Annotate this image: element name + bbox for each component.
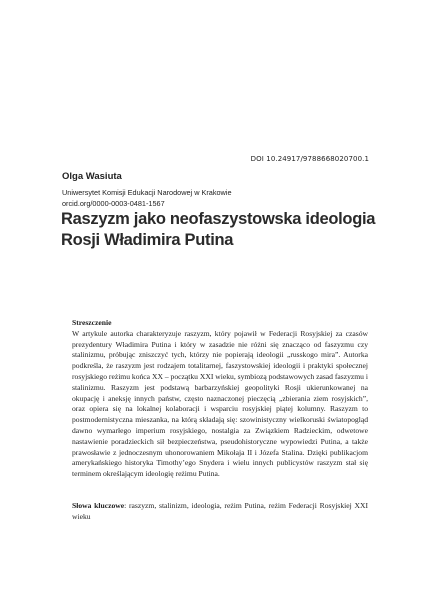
keywords-section [72, 501, 368, 523]
abstract-heading: Streszczenie [72, 318, 112, 327]
author-affiliation-block [62, 187, 232, 209]
orcid: orcid.org/0000-0003-0481-1567 [62, 199, 165, 208]
keywords-label: Słowa kluczowe [72, 501, 125, 510]
doi-line: DOI 10.24917/9788668020700.1 [250, 155, 369, 163]
article-title: Raszyzm jako neofaszystowska ideologia Rosji Władimira Putina [61, 210, 376, 249]
abstract-section [72, 318, 368, 480]
author-name: Olga Wasiuta [62, 171, 122, 182]
keywords-text: : raszyzm, stalinizm, ideologia, reżim Putina, reżim Federacji Rosyjskiej XXI wieku [72, 501, 368, 521]
abstract-text: W artykule autorka charakteryzuje raszyzm, który pojawił w Federacji Rosyjskiej za czasów prezydentury Władimira Putina i który w zasadzie nie różni się znacząco od faszyzmu czy stalinizmu, próbując zniszczyć tych, którzy nie popierają ideologii „russkogo mira”. Autorka podkreśla, że raszyzm jest rodzajem totalitarnej, faszystowskiej ideologii i praktyki społecznej rosyjskiego reżimu końca XX – początku XXI wieku, symbiozą podstawowych zasad faszyzmu i stalinizmu. Raszyzm jest podstawą barbarzyńskiej geopolityki Rosji ukierunkowanej na okupację i aneksję innych państw, często naznaczonej pieczęcią „zbierania ziem rosyjskich”, oraz opiera się na lokalnej kolaboracji i wsparciu rosyjskiej piątej kolumny. Raszyzm to postmodernistyczna mieszanka, na którą składają się: szowinistyczny wielkoruski światopogląd dawno wymarłego imperium rosyjskiego, nostalgia za Związkiem Radzieckim, odwetowe nastawienie poradzieckich sił bezpieczeństwa, pseudohistoryczne wypowiedzi Putina, a także prawosławie z jednoczesnym uhonorowaniem Mikołaja II i Józefa Stalina. Dzięki publikacjom amerykańskiego historyka Timothy’ego Snydera i wielu innych publicystów raszyzm stał się terminem określającym ideologię reżimu Putina. [72, 328, 368, 479]
affiliation: Uniwersytet Komisji Edukacji Narodowej w Krakowie [62, 188, 232, 197]
